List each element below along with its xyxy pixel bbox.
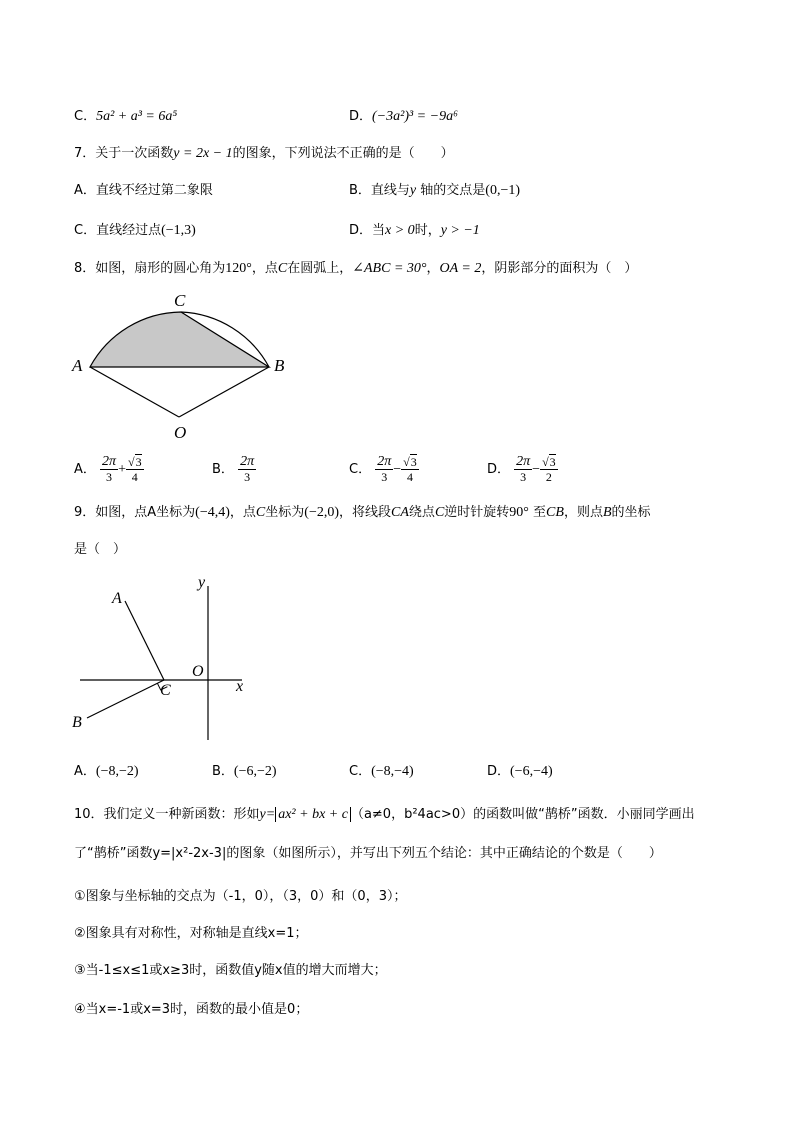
q10-conclusion-4: ④当x=-1或x=3时，函数的最小值是0； [74, 1002, 309, 1017]
q9-label-o: O [192, 663, 204, 680]
q9-label-b: B [72, 714, 82, 731]
q8-label-b: B [274, 356, 285, 375]
q8-option-a: A． $\frac{2\pi}{3}$ + $\frac{√3}{4}$ [74, 454, 142, 484]
q6-option-c: C．5a² + a³ = 6a⁵ [74, 109, 178, 124]
q6-option-d-expr: (−3a²)³ = −9a⁶ [372, 109, 458, 124]
q9-label-y: y [198, 574, 206, 591]
q9-stem-line1: 9．如图，点A坐标为(−4,4)，点C坐标为(−2,0)，将线段CA绕点C逆时针旋转90° 至CB，则点B的坐标 [74, 505, 651, 520]
q9-segment-ca [125, 601, 164, 680]
q7-option-c: C．直线经过点(−1,3) [74, 223, 196, 238]
q8-option-d: D． $\frac{2\pi}{3}$ − $\frac{√3}{2}$ [487, 454, 556, 484]
q10-line1: 10．我们定义一种新函数：形如y= ax² + bx + c （a≠0，b²4ac>0）的函数叫做“鹊桥”函数．小丽同学画出 [74, 807, 695, 822]
q8-stem: 8．如图，扇形的圆心角为120°，点C在圆弧上，∠ABC = 30°，OA = 2，阴影部分的面积为（ ） [74, 261, 638, 276]
q8-sector-figure [60, 285, 300, 445]
q8-shaded-region [90, 312, 269, 367]
q7-option-b: B．直线与y 轴的交点是(0,−1) [349, 183, 521, 198]
q8-option-c: C． $\frac{2\pi}{3}$ − $\frac{√3}{4}$ [349, 454, 417, 484]
q8-segment-oa [90, 367, 179, 417]
q9-coordinate-figure [60, 568, 260, 750]
q9-segment-cb [87, 680, 164, 718]
q8-option-b: B． $\frac{2\pi}{3}$ [212, 454, 255, 484]
q9-label-x: x [236, 678, 244, 695]
q7-stem: 7．关于一次函数y = 2x − 1的图象，下列说法不正确的是（ ） [74, 146, 454, 161]
q6-option-d: D．(−3a²)³ = −9a⁶ [349, 109, 458, 124]
q6-option-c-expr: 5a² + a³ = 6a⁵ [96, 109, 178, 124]
q10-conclusion-1: ①图象与坐标轴的交点为（-1，0），（3，0）和（0，3）； [74, 889, 407, 904]
q9-label-a: A [112, 590, 122, 607]
q8-label-c: C [174, 291, 186, 310]
q10-abs-expr: ax² + bx + c [275, 807, 351, 822]
q9-stem-line2: 是（ ） [74, 542, 127, 557]
q9-option-d: D．(−6,−4) [487, 764, 553, 779]
q9-label-c: C [160, 682, 171, 699]
q9-option-a: A．(−8,−2) [74, 764, 139, 779]
q10-conclusion-3: ③当-1≤x≤1或x≥3时，函数值y随x值的增大而增大； [74, 963, 387, 978]
q7-option-a: A．直线不经过第二象限 [74, 183, 213, 198]
q10-line2: 了“鹊桥”函数y=|x²-2x-3|的图象（如图所示），并写出下列五个结论：其中正确结论的个数是（ ） [74, 846, 662, 861]
q7-option-d: D．当x > 0时，y > −1 [349, 223, 480, 238]
q8-label-o: O [174, 423, 187, 442]
q9-option-c: C．(−8,−4) [349, 764, 414, 779]
q8-segment-ob [179, 367, 269, 417]
q10-conclusion-2: ②图象具有对称性，对称轴是直线x=1； [74, 926, 308, 941]
q9-option-b: B．(−6,−2) [212, 764, 277, 779]
q8-label-a: A [72, 356, 83, 375]
